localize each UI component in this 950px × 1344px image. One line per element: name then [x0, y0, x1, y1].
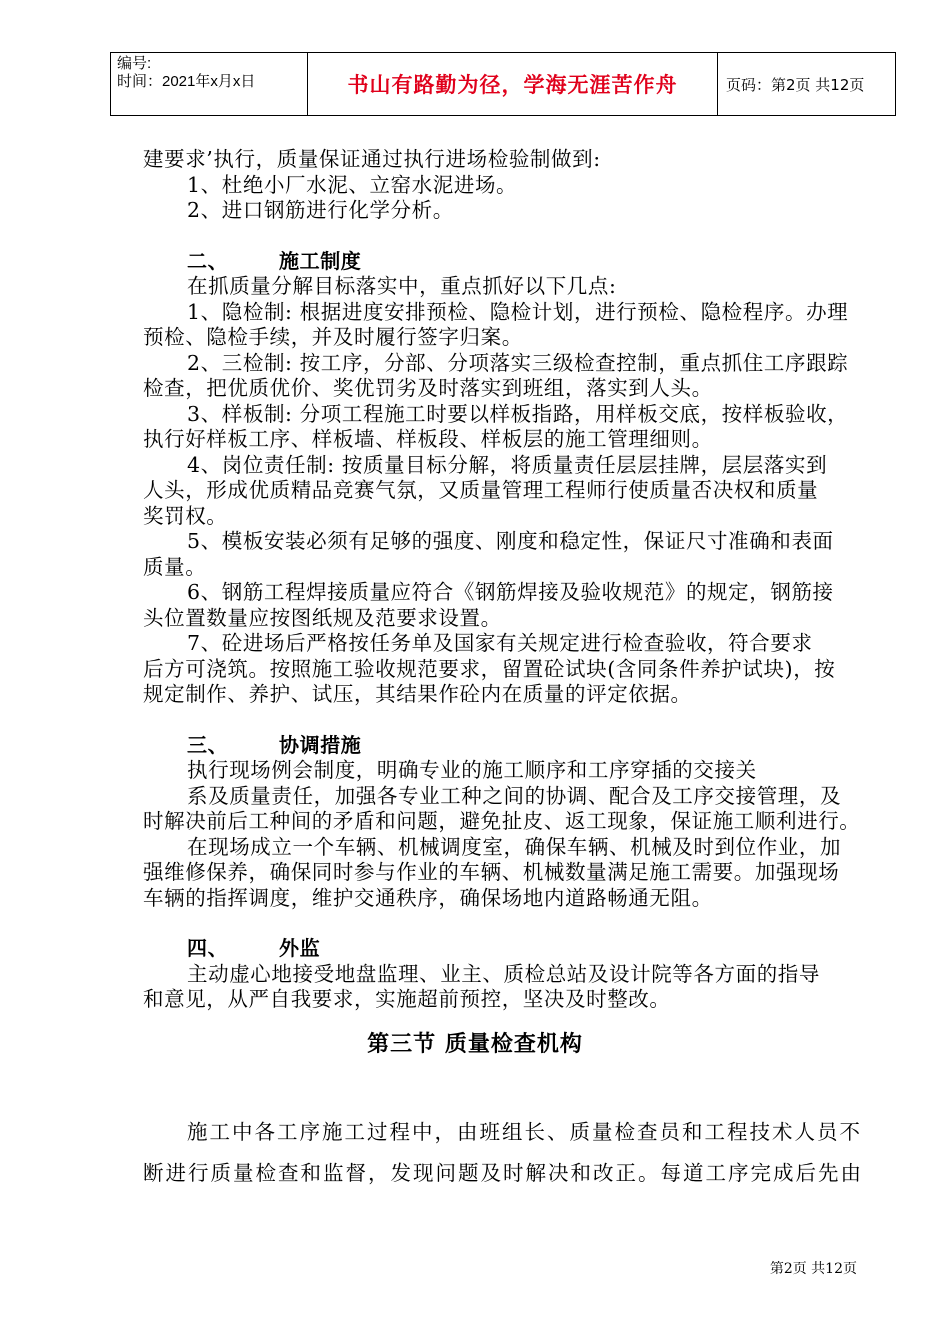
paragraph-line: 检查，把优质优价、奖优罚劣及时落实到班组，落实到人头。: [143, 376, 713, 400]
paragraph-line: 预检、隐检手续，并及时履行签字归案。: [143, 325, 523, 349]
list-item: 6、钢筋工程焊接质量应符合《钢筋焊接及验收规范》的规定，钢筋接: [187, 580, 834, 604]
section-number: 四、: [187, 936, 229, 960]
paragraph-line: 施工中各工序施工过程中，由班组长、质量检查员和工程技术人员不: [187, 1120, 862, 1144]
list-item: 5、模板安装必须有足够的强度、刚度和稳定性，保证尺寸准确和表面: [187, 529, 834, 553]
paragraph-line: 断进行质量检查和监督，发现问题及时解决和改正。每道工序完成后先由: [143, 1161, 863, 1185]
paragraph-line: 后方可浇筑。按照施工验收规范要求，留置砼试块(含同条件养护试块)，按: [143, 656, 836, 681]
paragraph-line: 质量。: [143, 554, 207, 579]
paragraph-line: 时解决前后工种间的矛盾和问题，避免扯皮、返工现象，保证施工顺利进行。: [143, 809, 861, 833]
list-item: 2、进口钢筋进行化学分析。: [187, 198, 454, 222]
paragraph-line: 人头，形成优质精品竞赛气氛，又质量管理工程师行使质量否决权和质量: [143, 478, 819, 502]
section-number: 二、: [187, 248, 229, 273]
paragraph-line: 主动虚心地接受地盘监理、业主、质检总站及设计院等各方面的指导: [187, 961, 820, 986]
section-title: 施工制度: [279, 248, 362, 273]
header-motto: 书山有路勤为径，学海无涯苦作舟: [308, 53, 718, 115]
paragraph-line: 车辆的指挥调度，维护交通秩序，确保场地内道路畅通无阻。: [143, 885, 713, 910]
list-item: 4、岗位责任制: 按质量目标分解，将质量责任层层挂牌，层层落实到: [187, 452, 828, 477]
paragraph-line: 执行现场例会制度，明确专业的施工顺序和工序穿插的交接关: [187, 758, 757, 782]
section-title: 协调措施: [279, 732, 362, 757]
section-heading-supervision: [143, 936, 863, 962]
page-header: [110, 52, 896, 116]
list-item: 1、隐检制: 根据进度安排预检、隐检计划，进行预检、隐检程序。办理: [187, 299, 849, 324]
paragraph-line: 在现场成立一个车辆、机械调度室，确保车辆、机械及时到位作业，加: [187, 834, 842, 859]
paragraph-line: 执行好样板工序、样板墙、样板段、样板层的施工管理细则。: [143, 427, 713, 451]
document-time-label: 时间：2021年x月x日: [117, 73, 256, 90]
paragraph-line: 和意见，从严自我要求，实施超前预控，坚决及时整改。: [143, 987, 671, 1011]
list-item: 3、样板制: 分项工程施工时要以样板指路，用样板交底，按样板验收，: [187, 401, 849, 426]
paragraph-line: 头位置数量应按图纸规及范要求设置。: [143, 605, 502, 630]
header-page-number: 页码：第2页 共12页: [726, 75, 865, 94]
section-title: 外监: [279, 936, 321, 960]
section-heading-construction-system: [143, 249, 863, 275]
paragraph-line: 奖罚权。: [143, 503, 228, 528]
list-item: 1、杜绝小厂水泥、立窑水泥进场。: [187, 172, 518, 197]
section-heading-coordination: [143, 733, 863, 759]
section-number: 三、: [187, 732, 229, 757]
page-footer: 第2页 共12页: [769, 1261, 857, 1277]
header-meta: [111, 53, 308, 115]
list-item: 7、砼进场后严格按任务单及国家有关规定进行检查验收，符合要求: [187, 631, 813, 655]
final-paragraph: [143, 1112, 863, 1194]
paragraph-line: 系及质量责任，加强各专业工种之间的协调、配合及工序交接管理，及: [187, 783, 842, 808]
document-number-label: 编号:: [117, 55, 152, 72]
paragraph-line: 规定制作、养护、试压，其结果作砼内在质量的评定依据。: [143, 682, 692, 706]
paragraph-line: 在抓质量分解目标落实中，重点抓好以下几点:: [187, 274, 617, 298]
paragraph-line: 强维修保养，确保同时参与作业的车辆、机械数量满足施工需要。加强现场: [143, 860, 840, 884]
list-item: 2、三检制: 按工序，分部、分项落实三级检查控制，重点抓住工序跟踪: [187, 350, 849, 375]
document-body: [143, 147, 863, 1013]
chapter-section-title: 第三节 质量检查机构: [367, 1032, 583, 1057]
paragraph-line: 建要求’执行，质量保证通过执行进场检验制做到:: [143, 147, 601, 171]
